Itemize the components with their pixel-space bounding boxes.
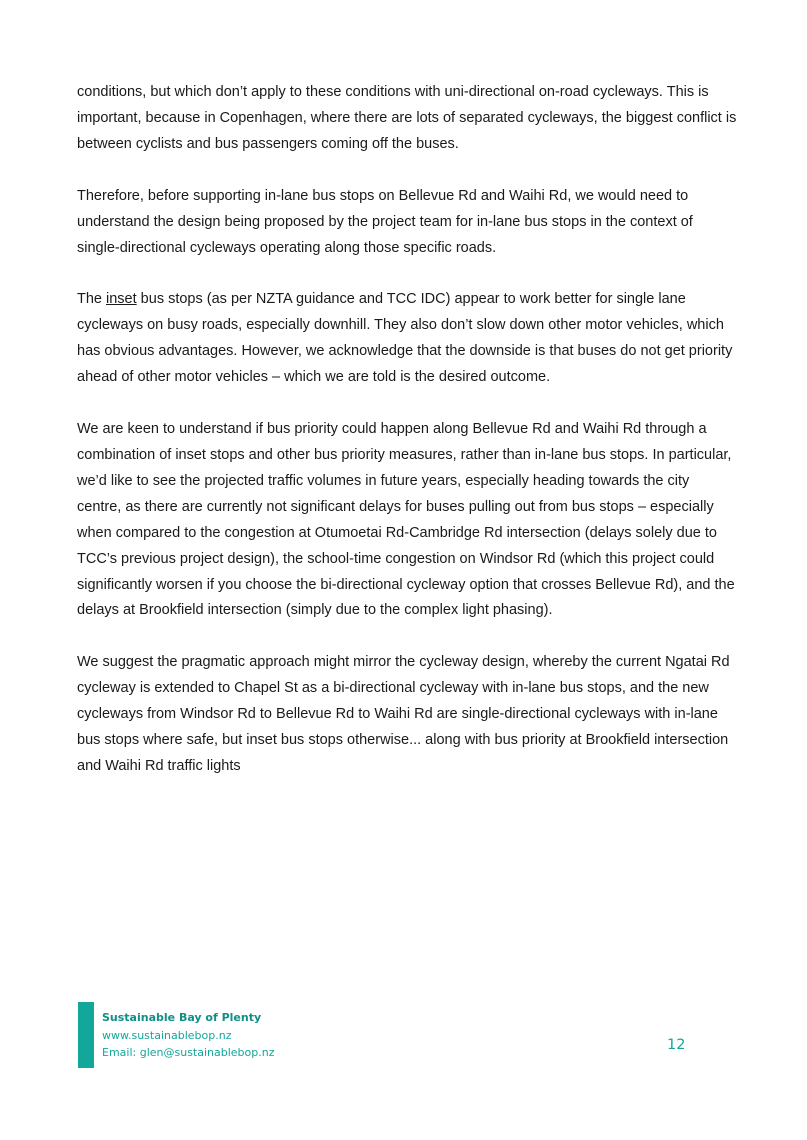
paragraph-3-lead: The <box>77 291 107 308</box>
paragraph-1: conditions, but which don’t apply to these conditions with uni-directional on-road cycleways. This is important, because in Copenhagen, where there are lots of separated cycleways, the biggest conflict is between cyclists and bus passengers coming off the buses. <box>77 84 737 152</box>
paragraph-5: We suggest the pragmatic approach might mirror the cycleway design, whereby the current Ngatai Rd cycleway is extended to Chapel St as a bi-directional cycleway with in-lane bus stops, and the new cycleways from Windsor Rd to Bellevue Rd to Waihi Rd are single-directional cycleways with in-lane bus stops where safe, but inset bus stops otherwise... along with bus priority at Brookfield intersection and Waihi Rd traffic lights <box>77 654 730 774</box>
paragraph-4: We are keen to understand if bus priority could happen along Bellevue Rd and Waihi Rd through a combination of inset stops and other bus priority measures, rather than in-lane bus stops. In particular, we’d like to see the projected traffic volumes in future years, especially heading towards the city centre, as there are currently not significant delays for buses pulling out from bus stops – especially when compared to the congestion at Otumoetai Rd-Cambridge Rd intersection (delays solely due to TCC’s previous project design), the school-time congestion on Windsor Rd (which this project could significantly worsen if you choose the bi-directional cycleway option that crosses Bellevue Rd), and the delays at Brookfield intersection (simply due to the complex light phasing). <box>77 421 735 619</box>
underlined-word-inset: inset <box>106 291 137 308</box>
paragraph-3 <box>77 287 737 391</box>
footer-accent-bar <box>78 1002 94 1068</box>
paragraph-2: Therefore, before supporting in-lane bus stops on Bellevue Rd and Waihi Rd, we would need to understand the design being proposed by the project team for in-lane bus stops in the context of single-directional cycleways operating along those specific roads. <box>77 187 693 256</box>
paragraph-3-rest: bus stops (as per NZTA guidance and TCC IDC) appear to work better for single lane cycleways on busy roads, especially downhill. They also don’t slow down other motor vehicles, which has obvious advantages. However, we acknowledge that the downside is that buses do not get priority ahead of other motor vehicles – which we are told is the desired outcome. <box>77 291 733 386</box>
footer-contact <box>102 1009 275 1062</box>
page-number: 12 <box>667 1037 686 1053</box>
body-text <box>77 80 737 806</box>
footer-organization: Sustainable Bay of Plenty <box>102 1011 262 1024</box>
footer-email-link[interactable]: Email: glen@sustainablebop.nz <box>102 1046 275 1059</box>
footer-website-link[interactable]: www.sustainablebop.nz <box>102 1028 232 1042</box>
